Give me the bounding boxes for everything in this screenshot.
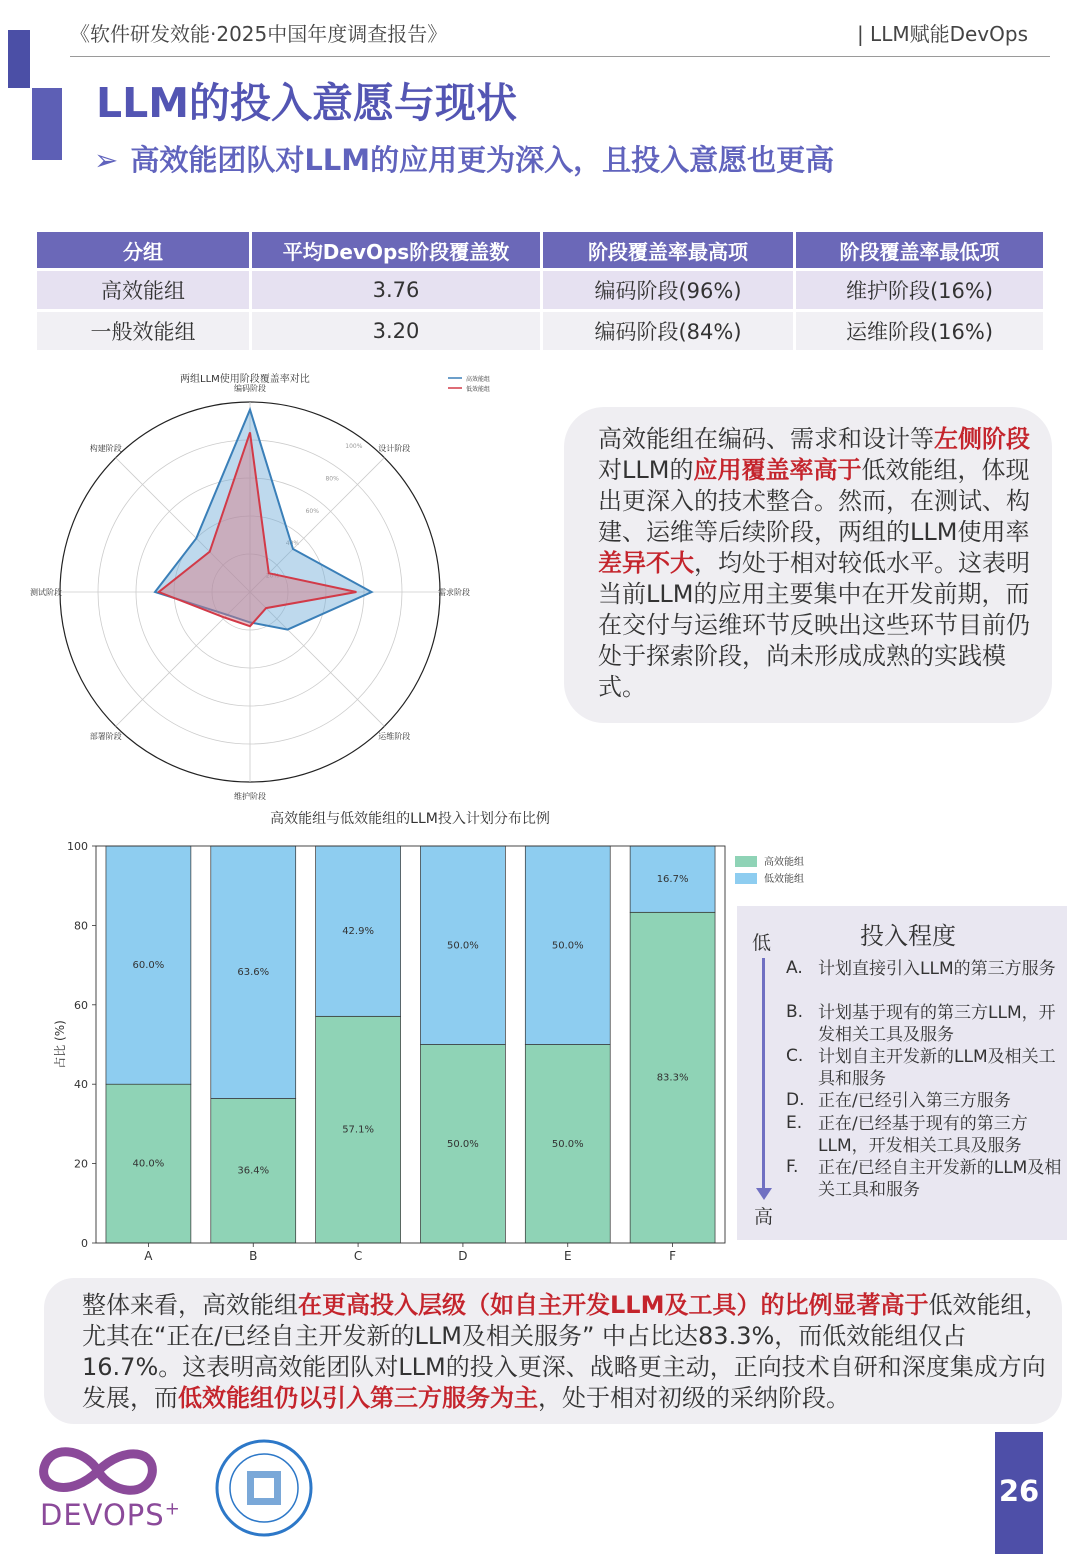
- x-tick-label: C: [353, 1249, 363, 1263]
- summary-text: [82, 1290, 1057, 1414]
- option-text: 正在/已经引入第三方服务: [818, 1091, 1011, 1111]
- radar-axis-label: 维护阶段: [234, 792, 266, 801]
- x-tick-label: E: [563, 1249, 572, 1263]
- legend-swatch: [735, 856, 757, 867]
- table-header: 阶段覆盖率最高项: [543, 232, 793, 268]
- table-header: 阶段覆盖率最低项: [796, 232, 1043, 268]
- option-letter: E.: [786, 1113, 803, 1133]
- text-run: 低效能组，尤其在“正在/已经自主开发新的LLM及相关服务” 中占比达83.3%，而低效能组仅占16.7%。这表明高效能团队对LLM的投入更深、战略更主动，正向技术自研和深度集成方向发展，而: [82, 1291, 1049, 1412]
- radar-axis-label: 需求阶段: [438, 588, 470, 597]
- bar-data-label: 42.9%: [342, 926, 374, 938]
- table-cell: 编码阶段(84%): [543, 312, 793, 350]
- text-run: ，均处于相对较低水平。这表明当前LLM的应用主要集中在开发前期，而在交付与运维环节反映出这些环节目前仍处于探索阶段，尚未形成成熟的实践模式。: [598, 549, 1030, 701]
- radar-chart: [30, 362, 550, 802]
- text-run: 对LLM的: [598, 456, 694, 484]
- table-header: 平均DevOps阶段覆盖数: [252, 232, 540, 268]
- high-label: 高: [754, 1206, 774, 1228]
- radar-title: 两组LLM使用阶段覆盖率对比: [180, 374, 310, 385]
- y-tick-label: 60: [74, 998, 88, 1012]
- y-tick-label: 100: [67, 840, 88, 853]
- y-tick-label: 80: [74, 919, 88, 933]
- y-tick-label: 0: [81, 1237, 88, 1250]
- arrow-head-icon: [756, 1188, 772, 1200]
- radar-axis-label: 构建阶段: [89, 443, 122, 453]
- table-cell: 编码阶段(96%): [543, 271, 793, 309]
- option-letter: B.: [786, 1002, 804, 1022]
- page-subtitle: [94, 138, 834, 179]
- bar-data-label: 57.1%: [342, 1124, 374, 1136]
- table-row: [37, 312, 1043, 350]
- text-run: 高效能组在编码、需求和设计等: [598, 425, 934, 453]
- option-text: 正在/已经基于现有的第三方LLM，开发相关工具及服务: [818, 1114, 1028, 1156]
- table-cell: 维护阶段(16%): [796, 271, 1043, 309]
- report-title: 《软件研发效能·2025中国年度调查报告》: [70, 22, 448, 46]
- radar-axis-label: 部署阶段: [89, 732, 122, 742]
- bar-data-label: 50.0%: [447, 940, 479, 952]
- coverage-table: [34, 229, 1046, 353]
- devops-logo-icon: [36, 1440, 160, 1502]
- text-run: ，处于相对初级的采纳阶段。: [538, 1384, 850, 1412]
- devops-logo-text: [40, 1498, 181, 1532]
- option-letter: F.: [786, 1157, 799, 1177]
- bar-data-label: 50.0%: [551, 940, 584, 952]
- decor-bar-bottom: [32, 88, 62, 160]
- bar-data-label: 16.7%: [656, 874, 689, 886]
- legend-label: 高效能组: [466, 376, 491, 383]
- subtitle-text: 高效能团队对LLM的应用更为深入，且投入意愿也更高: [130, 143, 835, 177]
- option-letter: A.: [786, 958, 803, 978]
- highlight-text: 左侧阶段: [934, 425, 1030, 453]
- bar-data-label: 60.0%: [132, 960, 165, 972]
- insight-text: [598, 424, 1034, 703]
- decor-bar-top: [8, 30, 30, 88]
- highlight-text: 应用覆盖率高于: [693, 456, 862, 484]
- y-tick-label: 20: [74, 1157, 88, 1171]
- option-letter: C.: [786, 1046, 804, 1066]
- highlight-text: 差异不大: [598, 549, 694, 577]
- radar-tick-label: 80%: [325, 475, 339, 483]
- option-text: 计划直接引入LLM的第三方服务: [818, 959, 1056, 979]
- arrow-down-icon: [762, 958, 765, 1190]
- low-label: 低: [752, 932, 772, 954]
- x-tick-label: D: [458, 1249, 468, 1263]
- bar-data-label: 50.0%: [447, 1138, 479, 1150]
- page-number: 26: [998, 1474, 1040, 1508]
- radar-axis-label: 运维阶段: [378, 732, 411, 742]
- stacked-bar-chart: [40, 805, 820, 1270]
- logo-plus: +: [164, 1498, 181, 1520]
- logo-word: DEVOPS: [40, 1498, 165, 1532]
- table-header-row: [37, 232, 1043, 268]
- legend-label: 低效能组: [764, 874, 804, 885]
- table-row: [37, 271, 1043, 309]
- seal-logo-icon: [214, 1438, 314, 1538]
- header-divider: [70, 56, 1050, 57]
- text-run: 低效能组，体现出更深入的技术整合。然而，在测试、构建、运维等后续阶段，两组的LLM使用率: [598, 456, 1030, 546]
- panel-title: 投入程度: [860, 922, 956, 950]
- legend-label: 高效能组: [764, 857, 804, 868]
- table-cell: 一般效能组: [37, 312, 249, 350]
- legend-swatch: [735, 873, 757, 884]
- bar-data-label: 40.0%: [132, 1158, 165, 1170]
- bar-data-label: 36.4%: [237, 1165, 270, 1177]
- highlight-text: 低效能组仍以引入第三方服务为主: [178, 1384, 538, 1412]
- y-tick-label: 40: [74, 1078, 88, 1092]
- radar-axis-label: 编码阶段: [234, 384, 266, 393]
- x-tick-label: A: [144, 1249, 153, 1263]
- legend-label: 低效能组: [466, 386, 491, 393]
- radar-axis-label: 设计阶段: [378, 443, 411, 453]
- page-title: LLM的投入意愿与现状: [96, 79, 518, 127]
- radar-axis-label: 测试阶段: [30, 588, 62, 597]
- x-tick-label: B: [249, 1249, 258, 1263]
- table-header: 分组: [37, 232, 249, 268]
- table-cell: 高效能组: [37, 271, 249, 309]
- x-tick-label: F: [669, 1249, 677, 1263]
- bar-data-label: 50.0%: [551, 1138, 584, 1150]
- arrow-bullet-icon: ➢: [94, 143, 119, 177]
- table-cell: 3.76: [252, 271, 540, 309]
- option-text: 计划自主开发新的LLM及相关工具和服务: [818, 1047, 1056, 1089]
- option-text: 正在/已经自主开发新的LLM及相关工具和服务: [818, 1158, 1062, 1200]
- option-text: 计划基于现有的第三方LLM，开发相关工具及服务: [818, 1003, 1056, 1045]
- option-letter: D.: [786, 1090, 805, 1110]
- highlight-text: 在更高投入层级（如自主开发LLM及工具）的比例显著高于: [298, 1291, 929, 1319]
- radar-tick-label: 100%: [345, 443, 363, 451]
- section-label: | LLM赋能DevOps: [856, 22, 1028, 46]
- bar-data-label: 63.6%: [237, 967, 270, 979]
- table-cell: 3.20: [252, 312, 540, 350]
- text-run: 整体来看，高效能组: [82, 1291, 298, 1319]
- bar-title: 高效能组与低效能组的LLM投入计划分布比例: [270, 811, 550, 827]
- radar-tick-label: 60%: [305, 507, 319, 515]
- bar-data-label: 83.3%: [656, 1072, 689, 1084]
- table-cell: 运维阶段(16%): [796, 312, 1043, 350]
- y-axis-label: 占比 (%): [53, 1020, 67, 1069]
